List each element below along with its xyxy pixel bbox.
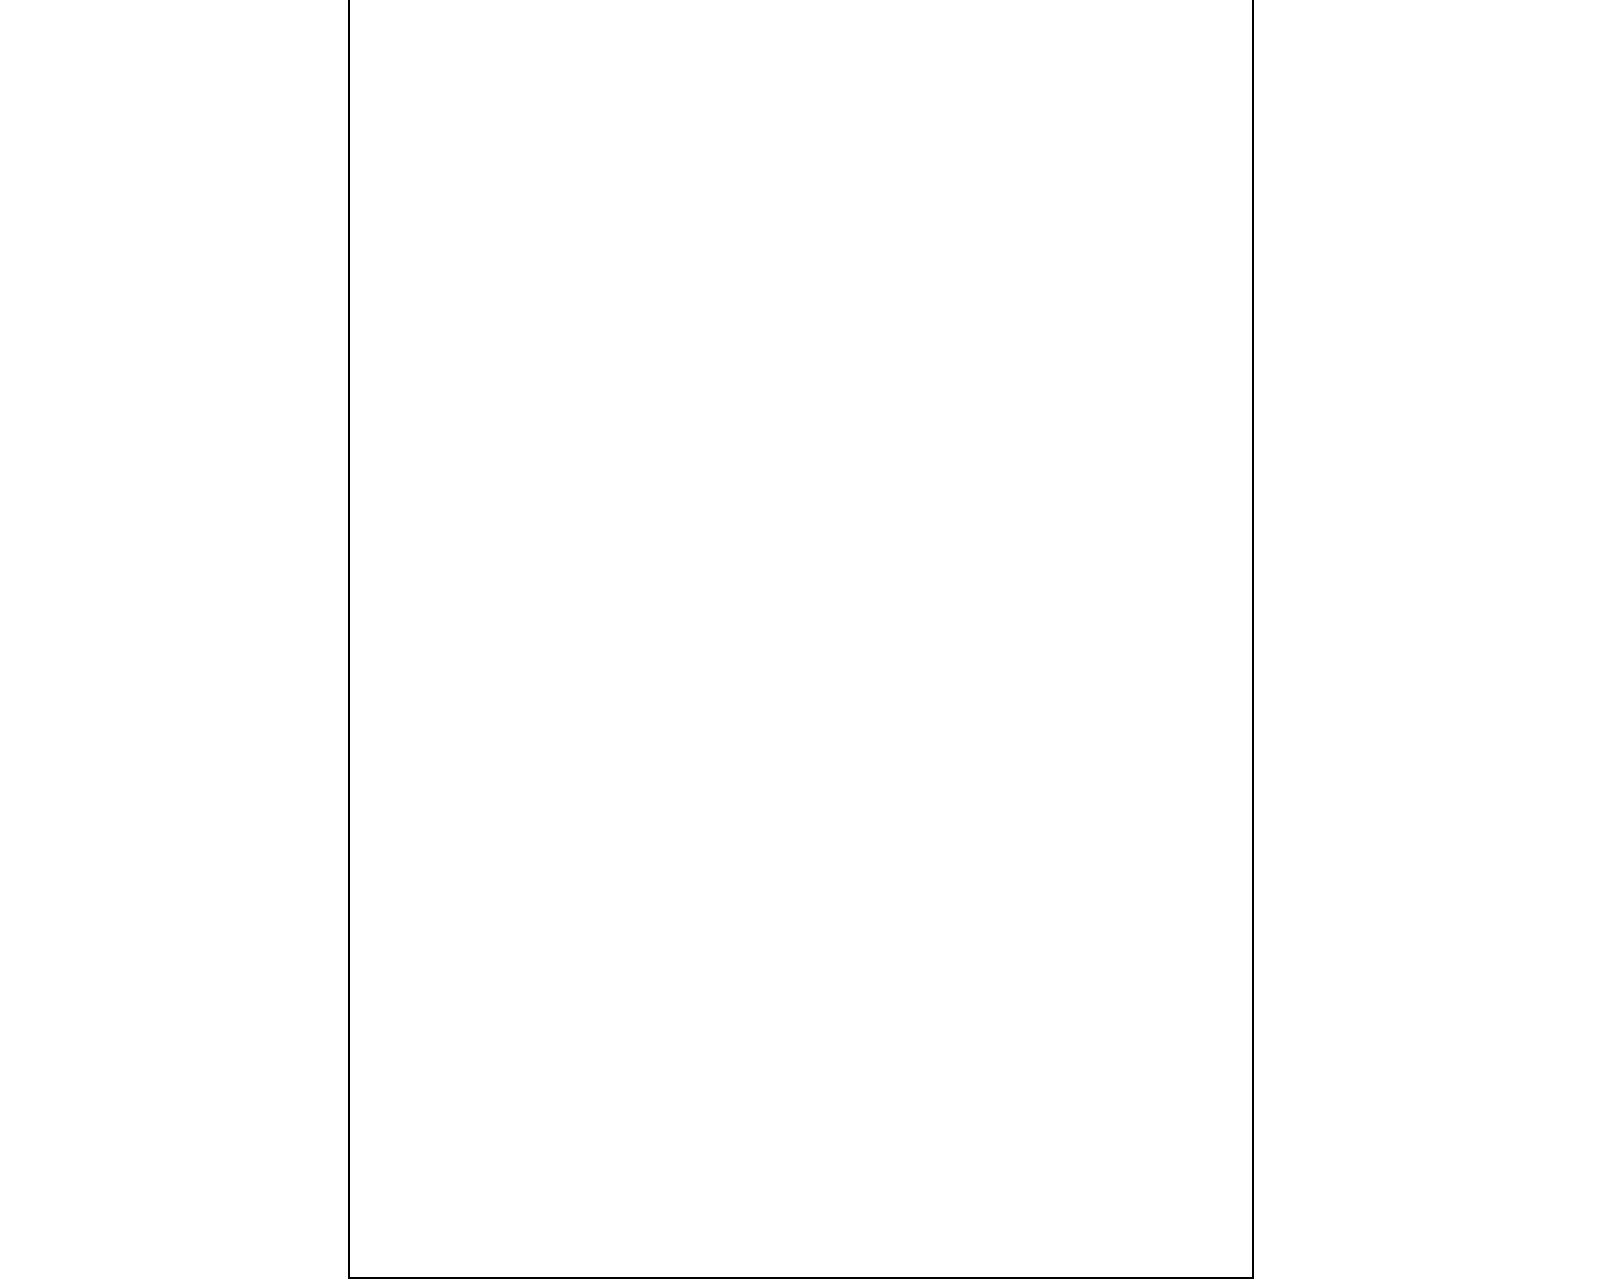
table-grid [434, 22, 1234, 1262]
specification-frame [434, 22, 1234, 1262]
